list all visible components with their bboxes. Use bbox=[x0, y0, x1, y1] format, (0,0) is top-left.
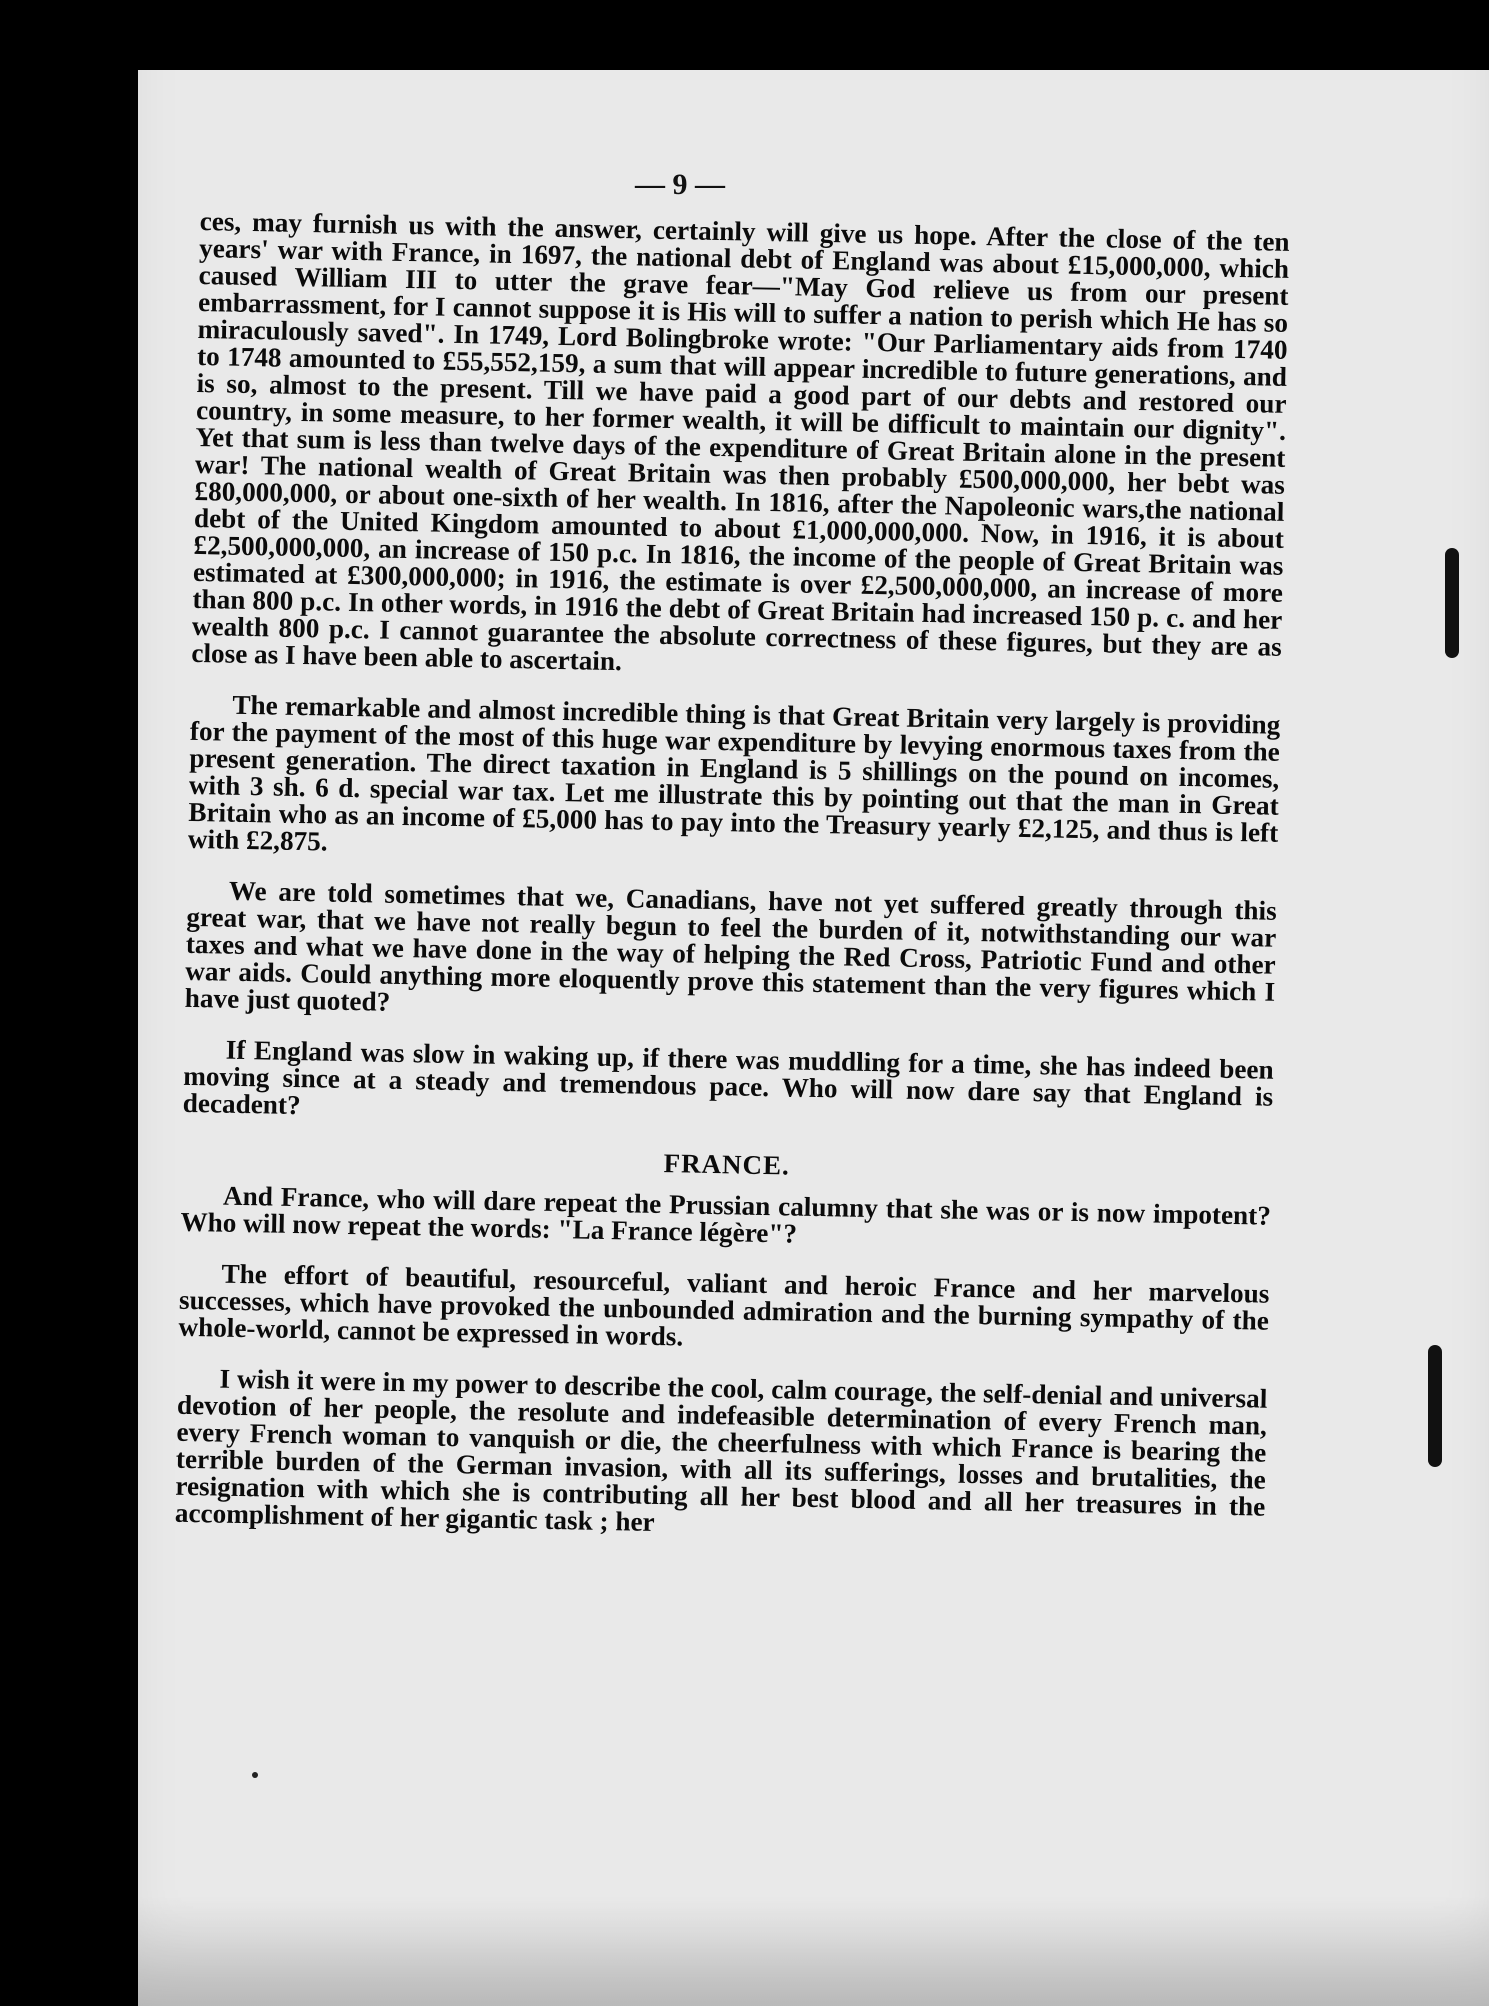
page-number: — 9 — bbox=[635, 168, 725, 201]
paragraph-canadians: We are told sometimes that we, Canadians, have not yet suffered greatly through this great war, that we have not really begun to feel the burden of it, notwithstanding our war taxes and what we have done in the way of helping the Red Cross, Patriotic Fund and other war aids. Could anything more eloquently prove this statement than the very figures which I have just quoted? bbox=[184, 875, 1277, 1017]
paragraph-national-debt: ces, may furnish us with the answer, certainly will give us hope. After the close of the ten years' war with France, in 1697, the national debt of England was about £15,000,000, which caused William III to utter the grave fear—"May God relieve us from our present embarrassment, for I cannot suppose it is His will to suffer a nation to perish which He has so miraculously saved". In 1749, Lord Bolingbroke wrote: "Our Parliamentary aids from 1740 to 1748 amounted to £55,552,159, a sum that will appear incredible to future generations, and is so, almost to the present. Till we have paid a good part of our debts and restored our country, in some measure, to her former wealth, it will be difficult to maintain our dignity". Yet that sum is less than twelve days of the expenditure of Great Britain alone in the present war! The national wealth of Great Britain was then probably £500,000,000, her bebt was £80,000,000, or about one-sixth of her wealth. In 1816, after the Napoleonic wars,the national debt of the United Kingdom amounted to about £1,000,000,000. Now, in 1916, it is about £2,500,000,000, an increase of 150 p.c. In 1816, the income of the people of Great Britain was estimated at £300,000,000; in 1916, the estimate is over £2,500,000,000, an increase of more than 800 p.c. In other words, in 1916 the debt of Great Britain had increased 150 p. c. and her wealth 800 p.c. I cannot guarantee the absolute correctness of these figures, but they are as close as I have been able to ascertain. bbox=[191, 206, 1290, 677]
body-text bbox=[174, 208, 1290, 1572]
section-heading-france: FRANCE. bbox=[663, 1148, 791, 1181]
paragraph-england-decadent: If England was slow in waking up, if there was muddling for a time, she has indeed been moving since at a steady and tremendous pace. Who will now dare say that England is decadent? bbox=[182, 1034, 1274, 1121]
paragraph-france-calumny: And France, who will dare repeat the Prussian calumny that she was or is now impotent? Who will now repeat the words: "La France légère"? bbox=[180, 1180, 1272, 1249]
binding-clip-mark bbox=[1445, 548, 1459, 658]
paragraph-france-courage: I wish it were in my power to describe the cool, calm courage, the self-denial and universal devotion of her people, the resolute and indefeasible determination of every French man, every French woman to vanquish or die, the cheerfulness with which France is bearing the terrible burden of the German invasion, with all its sufferings, losses and brutalities, the resignation with which she is contributing all her best blood and all her treasures in the accomplishment of her gigantic task ; her bbox=[174, 1363, 1268, 1537]
scan-speck bbox=[252, 1772, 258, 1778]
page-shadow bbox=[138, 1896, 1489, 2006]
binding-clip-mark bbox=[1428, 1345, 1442, 1467]
paragraph-taxation: The remarkable and almost incredible thing is that Great Britain very largely is providing for the payment of the most of this huge war expenditure by levying enormous taxes from the present generation. The direct taxation in England is 5 shillings on the pound on incomes, with 3 sh. 6 d. special war tax. Let me illustrate this by pointing out that the man in Great Britain who as an income of £5,000 has to pay into the Treasury yearly £2,125, and thus is left with £2,875. bbox=[187, 689, 1281, 857]
paragraph-france-effort: The effort of beautiful, resourceful, valiant and heroic France and her marvelous successes, which have provoked the unbounded admiration and the burning sympathy of the whole-world, cannot be expressed in words. bbox=[178, 1258, 1270, 1352]
